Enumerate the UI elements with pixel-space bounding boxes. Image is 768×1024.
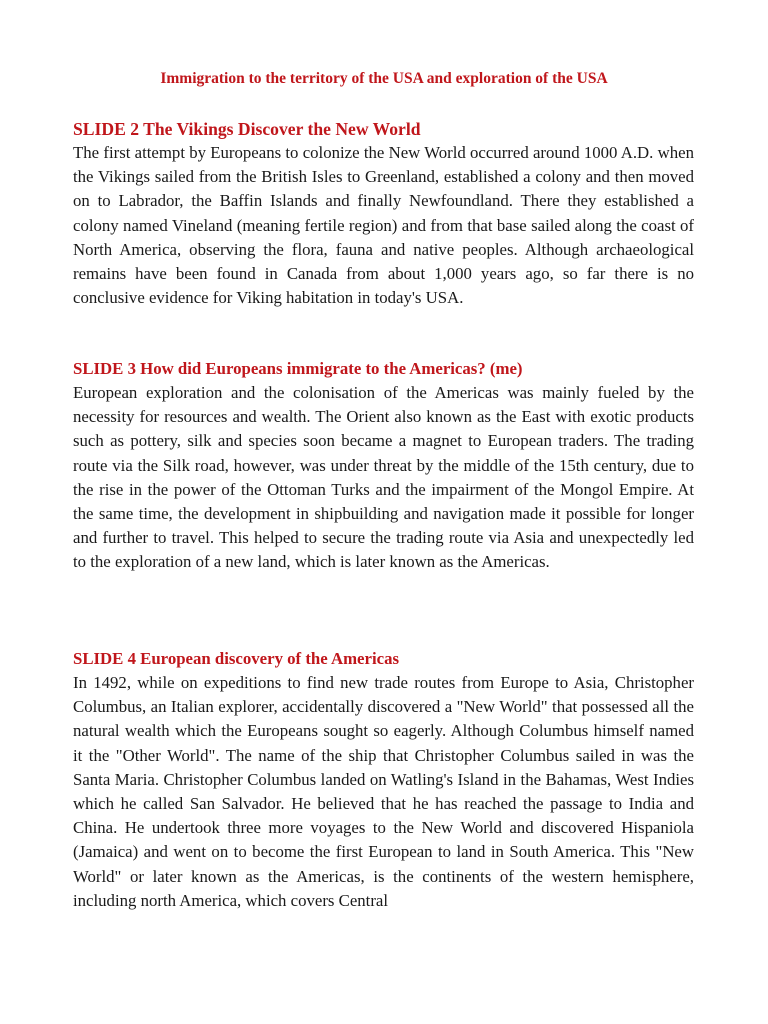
section-heading: SLIDE 2 The Vikings Discover the New World — [73, 119, 421, 139]
section-body: In 1492, while on expeditions to find new trade routes from Europe to Asia, Christopher Columbus, an Italian explorer, accidentally discovered a "New World" that possessed all the natural wealth which the Europeans sought so eagerly. Although Columbus himself named it the "Other World". The name of the ship that Christopher Columbus sailed in was the Santa Maria. Christopher Columbus landed on Watling's Island in the Bahamas, West Indies which he called San Salvador. He believed that he has reached the passage to India and China. He undertook three more voyages to the New World and discovered Hispaniola (Jamaica) and went on to become the first European to land in South America. This "New World" or later known as the Americas, is the continents of the western hemisphere, including north America, which covers Central — [73, 673, 694, 910]
section-slide-4 — [73, 647, 694, 961]
section-heading: SLIDE 3 How did Europeans immigrate to the Americas? (me) — [73, 359, 523, 378]
section-slide-2 — [73, 117, 694, 310]
section-body: The first attempt by Europeans to colonize the New World occurred around 1000 A.D. when the Vikings sailed from the British Isles to Greenland, established a colony and then moved on to Labrador, the Baffin Islands and finally Newfoundland. There they established a colony named Vineland (meaning fertile region) and from that base sailed along the coast of North America, observing the flora, fauna and native peoples. Although archaeological remains have been found in Canada from about 1,000 years ago, so far there is no conclusive evidence for Viking habitation in today's USA. — [73, 143, 694, 308]
section-heading: SLIDE 4 European discovery of the Americas — [73, 649, 399, 668]
section-slide-3 — [73, 357, 694, 575]
document-title: Immigration to the territory of the USA and exploration of the USA — [160, 70, 608, 87]
section-body: European exploration and the colonisation of the Americas was mainly fueled by the necessity for resources and wealth. The Orient also known as the East with exotic products such as pottery, silk and species soon became a magnet to European traders. The trading route via the Silk road, however, was under threat by the middle of the 15th century, due to the rise in the power of the Ottoman Turks and the impairment of the Mongol Empire. At the same time, the development in shipbuilding and navigation made it possible for longer and further to travel. This helped to secure the trading route via Asia and unexpectedly led to the exploration of a new land, which is later known as the Americas. — [73, 383, 694, 572]
